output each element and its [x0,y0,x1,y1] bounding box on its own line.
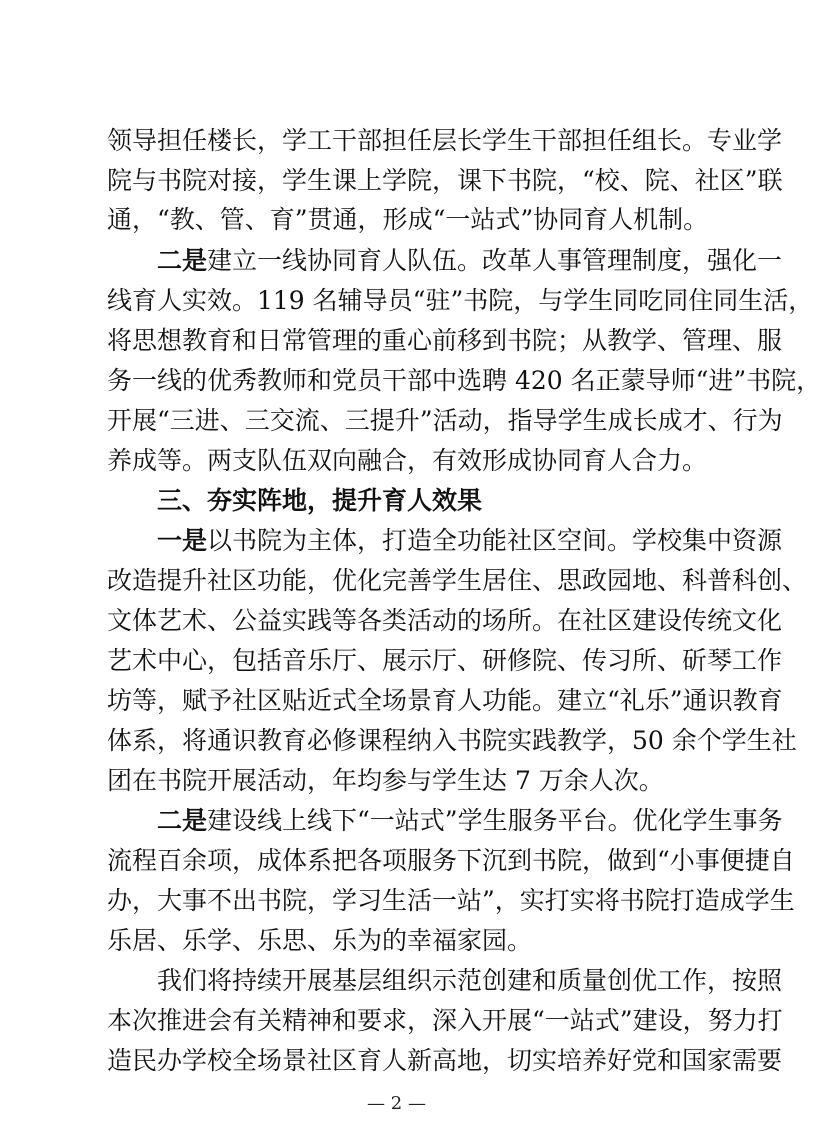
paragraph-line: 二是建设线上线下“一站式”学生服务平台。优化学生事务 [157,806,783,835]
paragraph-line: 造民办学校全场景社区育人新高地，切实培养好党和国家需要 [107,1046,783,1075]
paragraph-line: 将思想教育和日常管理的重心前移到书院；从教学、管理、服 [107,326,783,355]
paragraph-line: 坊等，赋予社区贴近式全场景育人功能。建立“礼乐”通识教育 [107,686,783,715]
paragraph-line: 乐居、乐学、乐思、乐为的幸福家园。 [107,926,533,955]
paragraph-line: 流程百余项，成体系把各项服务下沉到书院，做到“小事便捷自 [107,846,795,875]
paragraph-line: 养成等。两支队伍双向融合，有效形成协同育人合力。 [107,446,708,475]
paragraph-line: 体系，将通识教育必修课程纳入书院实践教学，50 余个学生社 [107,726,797,755]
paragraph-line: 团在书院开展活动，年均参与学生达 7 万余人次。 [107,766,664,795]
paragraph-line: 一是以书院为主体，打造全功能社区空间。学校集中资源 [157,526,783,555]
page-number: — 2 — [367,1093,426,1114]
paragraph-line: 开展“三进、三交流、三提升”活动，指导学生成长成才、行为 [107,406,783,435]
paragraph-lead: 二是 [157,806,208,835]
section-heading: 三、夯实阵地，提升育人效果 [157,486,483,515]
paragraph-line: 本次推进会有关精神和要求，深入开展“一站式”建设，努力打 [107,1006,783,1035]
paragraph-lead: 二是 [157,246,208,275]
paragraph-line: 文体艺术、公益实践等各类活动的场所。在社区建设传统文化 [107,606,783,635]
paragraph-line: 办，大事不出书院，学习生活一站”，实打实将书院打造成学生 [107,886,795,915]
paragraph-line: 通，“教、管、育”贯通，形成“一站式”协同育人机制。 [107,205,709,234]
paragraph-line: 务一线的优秀教师和党员干部中选聘 420 名正蒙导师“进”书院， [107,366,821,395]
paragraph-line: 院与书院对接，学生课上学院，课下书院，“校、院、社区”联 [107,166,783,195]
paragraph-lead: 一是 [157,526,208,555]
paragraph-line: 领导担任楼长，学工干部担任层长学生干部担任组长。专业学 [107,126,783,155]
paragraph-line: 艺术中心，包括音乐厅、展示厅、研修院、传习所、斫琴工作 [107,646,783,675]
paragraph-line: 我们将持续开展基层组织示范创建和质量创优工作，按照 [157,966,783,995]
paragraph-line: 线育人实效。119 名辅导员“驻”书院，与学生同吃同住同生活， [107,286,814,315]
paragraph-line: 改造提升社区功能，优化完善学生居住、思政园地、科普科创、 [107,566,808,595]
paragraph-line: 二是建立一线协同育人队伍。改革人事管理制度，强化一 [157,246,783,275]
